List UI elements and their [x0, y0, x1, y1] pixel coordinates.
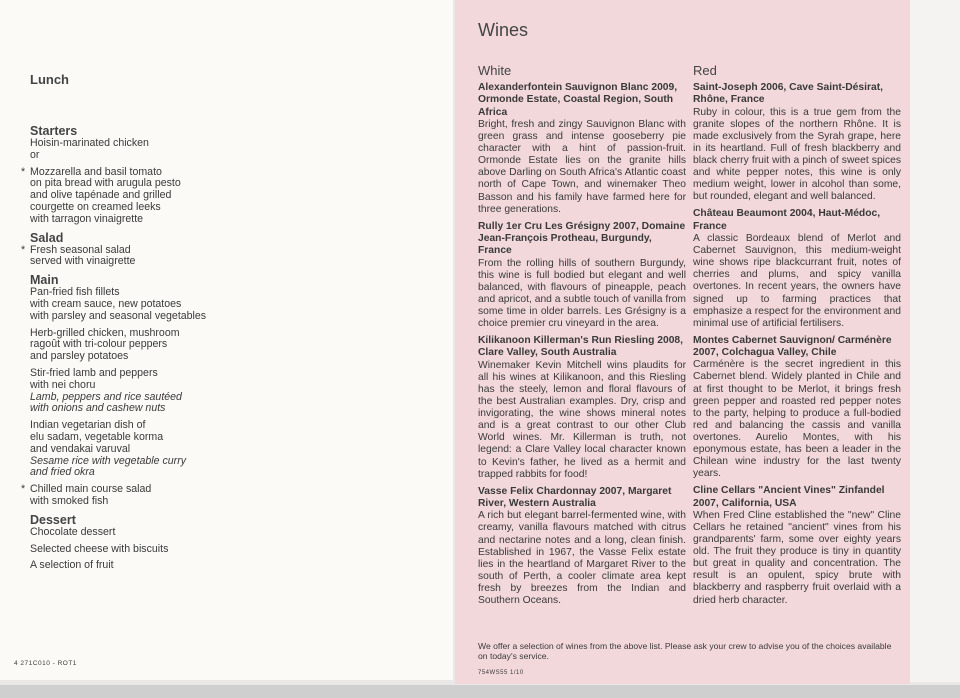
menu-item — [30, 560, 430, 572]
wine-name: Kilikanoon Killerman's Run Riesling 2008, Clare Valley, South Australia — [478, 335, 684, 359]
item-line: or — [30, 148, 40, 161]
item-line: and vendakai varuval — [30, 442, 131, 455]
item-line: A selection of fruit — [30, 559, 114, 572]
wine-name: Rully 1er Cru Les Grésigny 2007, Domaine Jean-François Protheau, Burgundy, France — [478, 220, 686, 257]
wine-entry — [693, 208, 901, 329]
wine-name: Château Beaumont 2004, Haut-Médoc, France — [693, 208, 881, 232]
menu-item — [30, 527, 430, 539]
wine-entry — [478, 221, 686, 330]
section-heading: Dessert — [30, 512, 76, 527]
item-line: Selected cheese with biscuits — [30, 542, 169, 555]
menu-item — [21, 165, 430, 226]
section-heading: Starters — [30, 124, 78, 138]
column-heading: White — [478, 63, 512, 78]
item-line: courgette on creamed leeks — [30, 200, 161, 213]
wine-description: Winemaker Kevin Mitchell wins plaudits for all his wines at Kilikanoon, and this Riesling has the steely, lemon and floral flavours of the best Australian examples. Dry, crisp and invigorating, the wine shows mineral notes and is a great contrast to our other Club World wines. Mr. Killerman is truth, not legend: a Clare Valley local character known to Kevin's father, he lived as a hermit and trapped rabbits for food! — [478, 359, 686, 480]
wine-description: Bright, fresh and zingy Sauvignon Blanc with green grass and intense gooseberry pie character with a hint of passion-fruit. Ormonde Estate lies on the granite hills above Darling on South Africa's Atlantic coast north of Cape Town, and winemaker Theo Basson and his family have farmed here for three generations. — [478, 118, 686, 215]
item-line: Chilled main course salad — [30, 483, 152, 496]
item-description: Sesame rice with vegetable curry — [30, 454, 187, 467]
wine-name: Saint-Joseph 2006, Cave Saint-Désirat, Rhône, France — [693, 82, 883, 106]
wine-name: Vasse Felix Chardonnay 2007, Margaret River, Western Australia — [478, 485, 672, 510]
wine-name: Alexanderfontein Sauvignon Blanc 2009, Ormonde Estate, Coastal Region, South Africa — [478, 82, 678, 118]
item-description: Lamb, peppers and rice sautéed — [30, 390, 182, 403]
wine-entry — [693, 485, 901, 606]
wine-name: Cline Cellars "Ancient Vines" Zinfandel 2007, California, USA — [693, 485, 885, 509]
item-line: Fresh seasonal salad — [30, 243, 131, 256]
wine-entry — [478, 335, 686, 481]
menu-item — [30, 544, 430, 556]
item-line: served with vinaigrette — [30, 255, 136, 268]
menu-item — [30, 420, 430, 479]
red-wines-column — [693, 65, 901, 612]
menu-section — [30, 513, 430, 572]
asterisk-marker: * — [21, 243, 26, 256]
item-description: and fried okra — [30, 466, 95, 479]
white-wines-column — [478, 65, 686, 612]
menu-section — [21, 230, 430, 269]
wine-description: A rich but elegant barrel-fermented wine, with creamy, vanilla flavours matched with citrus and nectarine notes and a long, clean finish. Established in 1967, the Vasse Felix estate lies in the heartland of Margaret River to the south of Perth, a cooler climate area kept fresh by breezes from the Indian and Southern Oceans. — [478, 510, 686, 606]
menu-section — [21, 273, 430, 508]
item-line: on pita bread with arugula pesto — [30, 177, 181, 190]
menu-item — [30, 138, 430, 162]
item-line: Hoisin-marinated chicken — [30, 137, 149, 149]
wine-entry — [693, 335, 901, 481]
page-code-left: 4 271C010 - ROT1 — [14, 660, 77, 667]
item-line: and olive tapénade and grilled — [30, 189, 172, 202]
wine-description: From the rolling hills of southern Burgundy, this wine is full bodied but elegant and well balanced, with flavours of pineapple, peach and apricot, and a subtle touch of vanilla from some time in older barrels. Les Grésigny is a choice premier cru vineyard in the area. — [478, 257, 686, 330]
item-line: Stir-fried lamb and peppers — [30, 366, 158, 379]
wines-footnote: We offer a selection of wines from the above list. Please ask your crew to advise you of the choices available on today's service. — [478, 641, 892, 661]
item-line: Chocolate dessert — [30, 525, 116, 538]
item-line: ragoût with tri-colour peppers — [30, 338, 168, 351]
asterisk-marker: * — [21, 483, 26, 496]
wine-entry — [693, 82, 901, 203]
wine-description: A classic Bordeaux blend of Merlot and Cabernet Sauvignon, this medium-weight wine shows ripe blackcurrant fruit, notes of cherries and plums, and spicy vanilla overtones. In recent years, the owners have signed up to farming practices that emphasize a respect for the environment and minimal use of artificial fertilisers. — [693, 233, 901, 329]
lunch-page — [0, 0, 453, 680]
wines-title: Wines — [478, 20, 529, 40]
item-line: elu sadam, vegetable korma — [30, 430, 164, 443]
wine-description: Carménère is the secret ingredient in this Cabernet blend. Widely planted in Chile and at first thought to be Merlot, it brings fresh green pepper and roasted red pepper notes to the party, helping to produce a full-bodied red and balancing the cassis and vanilla overtones. Aurelio Montes, with his eponymous estate, has been a leader in the Chilean wine industry for the last twenty years. — [693, 359, 901, 480]
wine-entry — [478, 82, 686, 216]
item-line: and parsley potatoes — [30, 350, 129, 363]
asterisk-marker: * — [21, 165, 26, 178]
item-line: with nei choru — [30, 378, 96, 391]
menu-section — [21, 124, 430, 226]
item-line: with tarragon vinaigrette — [30, 212, 144, 225]
item-line: Pan-fried fish fillets — [30, 286, 120, 299]
section-heading: Main — [30, 273, 59, 288]
item-description: with onions and cashew nuts — [30, 402, 166, 415]
wine-name: Montes Cabernet Sauvignon/ Carménère 2007, Colchagua Valley, Chile — [693, 334, 892, 359]
item-line: with parsley and seasonal vegetables — [30, 309, 207, 322]
menu-item — [30, 328, 430, 363]
wine-description: When Fred Cline established the "new" Cline Cellars he retained "ancient" vines from his grandparents' farm, some over eighty years old. The fruit they produce is tiny in quantity but great in quality and concentration. The result is an opulent, spicy brute with blackberry and raspberry fruit overlaid with a dried herb character. — [693, 509, 901, 606]
item-line: Indian vegetarian dish of — [30, 419, 146, 432]
lunch-menu — [21, 124, 430, 577]
lunch-title: Lunch — [30, 72, 69, 87]
item-line: Mozzarella and basil tomato — [30, 165, 162, 178]
wine-description: Ruby in colour, this is a true gem from the granite slopes of the northern Rhône. It is made exclusively from the Syrah grape, here in its heartland. Full of fresh blackberry and black cherry fruit with a pinch of sweet spices and white pepper notes, this wine is only medium weight, lower in alcohol than some, but rounded, elegant and well balanced. — [693, 106, 901, 203]
wine-entry — [478, 486, 686, 607]
scan-edge — [910, 0, 960, 682]
section-heading: Salad — [30, 230, 64, 245]
page-code-right: 754WS55 1/10 — [478, 670, 524, 676]
item-line: Herb-grilled chicken, mushroom — [30, 326, 180, 339]
menu-item — [21, 243, 430, 269]
menu-item — [21, 483, 430, 508]
menu-item — [30, 368, 430, 415]
scan-bottom-strip — [0, 685, 960, 698]
item-line: with cream sauce, new potatoes — [30, 297, 182, 310]
menu-item — [30, 287, 430, 322]
column-heading: Red — [693, 63, 717, 78]
item-line: with smoked fish — [30, 494, 109, 507]
